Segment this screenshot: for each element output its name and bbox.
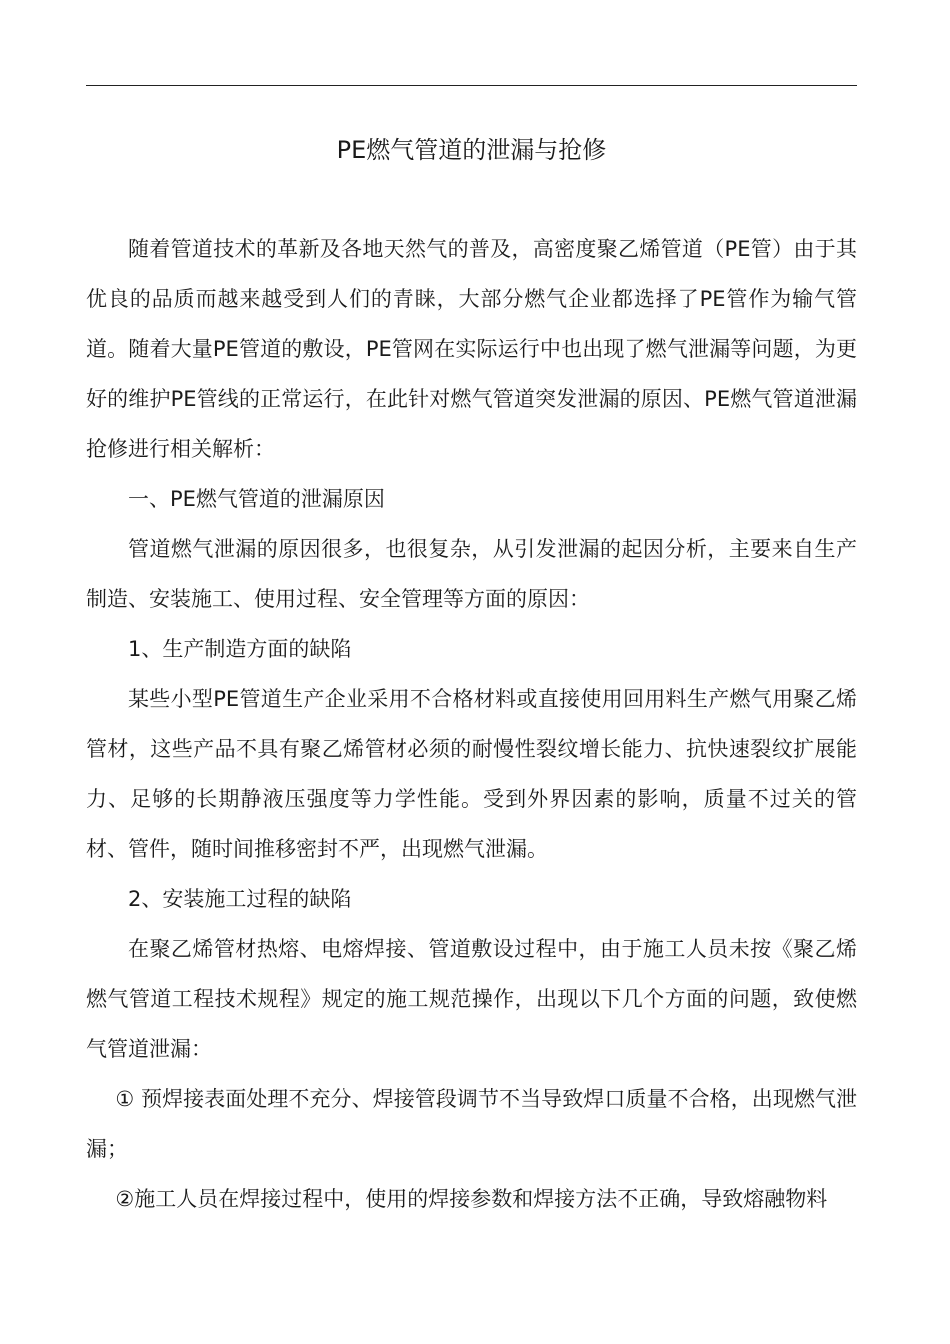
document-title: PE燃气管道的泄漏与抢修 [336,136,607,164]
document-body [86,224,857,1224]
header-rule [86,85,857,86]
subheading-manufacturing-defects: 1、生产制造方面的缺陷 [128,637,352,661]
subheading-installation-defects: 2、安装施工过程的缺陷 [128,887,352,911]
manufacturing-defects-paragraph: 某些小型PE管道生产企业采用不合格材料或直接使用回用料生产燃气用聚乙烯管材，这些产品不具有聚乙烯管材必须的耐慢性裂纹增长能力、抗快速裂纹扩展能力、足够的长期静液压强度等力学性能。受到外界因素的影响，质量不过关的管材、管件，随时间推移密封不严，出现燃气泄漏。 [86,687,857,861]
list-item-1: ① 预焊接表面处理不充分、焊接管段调节不当导致焊口质量不合格，出现燃气泄漏； [86,1087,857,1161]
installation-defects-paragraph: 在聚乙烯管材热熔、电熔焊接、管道敷设过程中，由于施工人员未按《聚乙烯燃气管道工程技术规程》规定的施工规范操作，出现以下几个方面的问题，致使燃气管道泄漏： [86,937,857,1061]
intro-paragraph: 随着管道技术的革新及各地天然气的普及，高密度聚乙烯管道（PE管）由于其优良的品质而越来越受到人们的青睐，大部分燃气企业都选择了PE管作为输气管道。随着大量PE管道的敷设，PE管网在实际运行中也出现了燃气泄漏等问题，为更好的维护PE管线的正常运行，在此针对燃气管道突发泄漏的原因、PE燃气管道泄漏抢修进行相关解析： [86,237,857,461]
section-heading-leak-causes: 一、PE燃气管道的泄漏原因 [128,487,385,511]
list-item-2: ②施工人员在焊接过程中，使用的焊接参数和焊接方法不正确，导致熔融物料 [115,1187,828,1211]
causes-overview-paragraph: 管道燃气泄漏的原因很多，也很复杂，从引发泄漏的起因分析，主要来自生产制造、安装施工、使用过程、安全管理等方面的原因： [86,537,857,611]
